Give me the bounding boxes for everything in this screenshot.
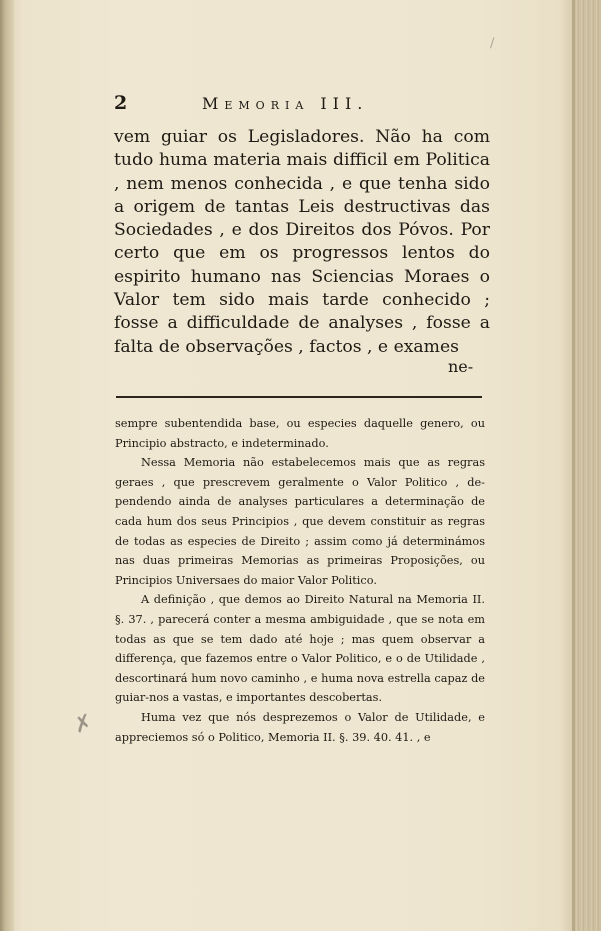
page-header	[114, 92, 494, 116]
catchword: ne-	[448, 357, 474, 376]
footnote-paragraph: Huma vez que nós desprezemos o Valor de Utilidade, e appreciemos só o Politico, Memoria II. §. 39. 40. 41. , e	[115, 710, 485, 744]
page-gutter	[0, 0, 14, 931]
footnote-rule	[116, 396, 482, 398]
running-title: Memoria III.	[202, 94, 369, 113]
footnote-paragraph: sempre subentendida base, ou especies daquelle genero, ou Principio abstracto, e indeterminado.	[115, 417, 485, 450]
pencil-mark-icon: /	[490, 36, 495, 51]
footnote-paragraph: A definição , que demos ao Direito Natural na Memoria II. §. 37. , parecerá conter a mesma ambiguidade , que se nota em todas as que se tem dado até hoje ; mas quem observar a differença, que fazemos entre o Valor Politico, e o de Utilidade , descortinará hum novo caminho , e huma nova estrella capaz de guiar-nos a vastas, e importantes descobertas.	[115, 593, 485, 705]
page-number: 2	[114, 92, 128, 114]
footnotes	[115, 414, 485, 747]
body-text: vem guiar os Legisladores. Não ha com tudo huma materia mais difficil em Politica , nem menos conhecida , e que tenha sido a origem de tantas Leis destructivas das Sociedades , e dos Direitos dos Póvos. Por certo que em os progressos lentos do espirito humano nas Sciencias Moraes o Valor tem sido mais tarde conhecido ; fosse a difficuldade de analyses , fosse a falta de observações , factos , e exames	[114, 127, 490, 357]
margin-cross-mark-icon: ✗	[70, 709, 96, 740]
page-fore-edge	[575, 0, 601, 931]
footnote-paragraph: Nessa Memoria não estabelecemos mais que as regras geraes , que prescrevem geralmente o Valor Politico , dependendo ainda de analyses particulares a determinação de cada hum dos seus Principios , que devem constituir as regras de todas as especies de Direito ; assim como já determinámos nas duas primeiras Memorias as primeiras Proposições, ou Principios Universaes do maior Valor Politico.	[115, 456, 485, 587]
